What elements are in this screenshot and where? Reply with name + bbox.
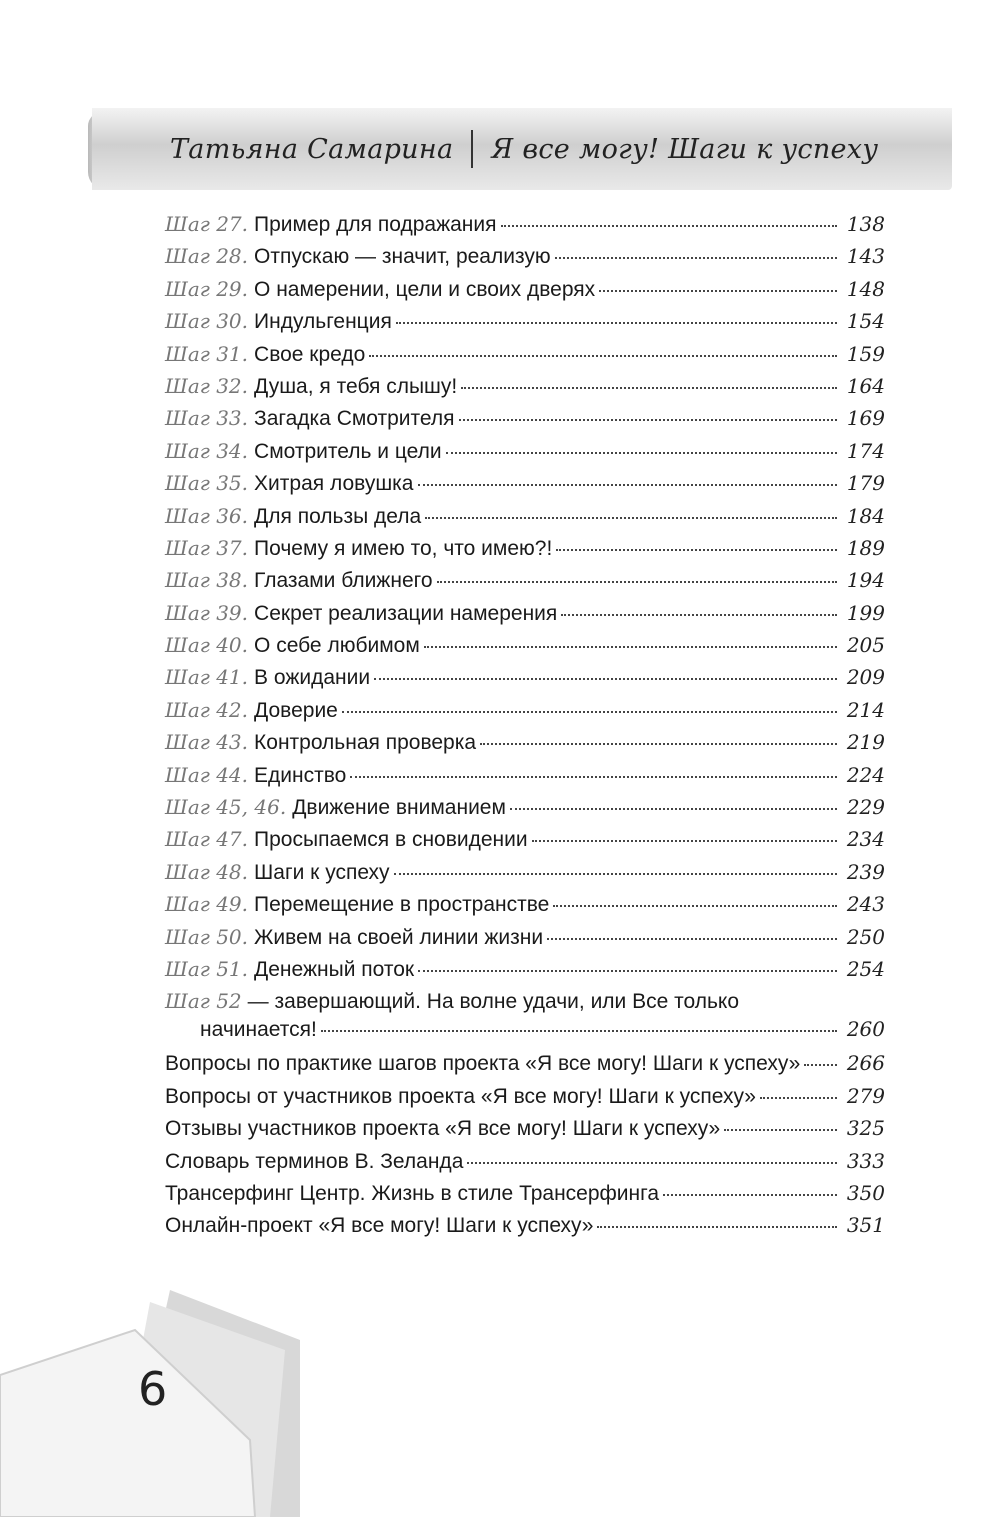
header-author: Татьяна Самарина <box>170 133 454 165</box>
toc-row <box>165 309 885 341</box>
toc-page: 174 <box>846 438 885 463</box>
toc-step: Шаг 37. <box>165 535 249 560</box>
toc-title: Вопросы от участников проекта «Я все могу! Шаги к успеху» <box>165 1084 756 1108</box>
toc-title: В ожидании <box>254 666 371 690</box>
toc-title: Свое кредо <box>254 342 366 366</box>
toc-leader-dots <box>599 290 837 292</box>
toc-leader-dots <box>461 387 837 389</box>
toc-page: 214 <box>846 697 885 722</box>
toc-leader-dots <box>396 322 837 324</box>
toc-row <box>165 342 885 374</box>
toc-step: Шаг 51. <box>165 956 249 981</box>
toc-leader-dots <box>350 776 837 778</box>
toc-leader-dots <box>480 743 837 745</box>
toc-step: Шаг 33. <box>165 406 249 431</box>
toc-step: Шаг 45, 46. <box>165 795 287 820</box>
toc-page: 205 <box>846 633 885 658</box>
toc-title: Секрет реализации намерения <box>254 601 558 625</box>
toc-page: 199 <box>846 600 885 625</box>
toc-leader-dots <box>556 549 837 551</box>
toc-row <box>165 1017 885 1051</box>
toc-page: 350 <box>846 1180 885 1205</box>
toc-title: Смотритель и цели <box>254 439 442 463</box>
toc-page: 219 <box>846 730 885 755</box>
toc-row <box>165 730 885 762</box>
toc-step: Шаг 44. <box>165 762 249 787</box>
toc-page: 159 <box>846 341 885 366</box>
toc-step: Шаг 28. <box>165 244 249 269</box>
toc-page: 279 <box>846 1083 885 1108</box>
toc-leader-dots <box>724 1129 837 1131</box>
toc-step: Шаг 41. <box>165 665 249 690</box>
toc-page: 234 <box>846 827 885 852</box>
toc-leader-dots <box>597 1226 837 1228</box>
toc-leader-dots <box>532 840 837 842</box>
toc-row <box>165 665 885 697</box>
table-of-contents <box>165 212 885 1246</box>
toc-row <box>165 989 885 1017</box>
toc-title: Вопросы по практике шагов проекта «Я все могу! Шаги к успеху» <box>165 1052 801 1076</box>
toc-leader-dots <box>553 905 837 907</box>
toc-title: Хитрая ловушка <box>254 472 414 496</box>
toc-step: Шаг 39. <box>165 600 249 625</box>
toc-row <box>165 892 885 924</box>
toc-title: Перемещение в пространстве <box>254 893 550 917</box>
toc-title: Движение вниманием <box>292 796 506 820</box>
toc-page: 333 <box>846 1148 885 1173</box>
toc-title: О намерении, цели и своих дверях <box>254 277 596 301</box>
toc-title: Просыпаемся в сновидении <box>254 828 528 852</box>
toc-leader-dots <box>663 1194 837 1196</box>
toc-row <box>165 212 885 244</box>
toc-row <box>165 244 885 276</box>
toc-row <box>165 439 885 471</box>
toc-step: Шаг 31. <box>165 341 249 366</box>
header-book-title: Я все могу! Шаги к успеху <box>491 133 879 165</box>
toc-page: 224 <box>846 762 885 787</box>
toc-page: 143 <box>846 244 885 269</box>
toc-title: Единство <box>254 763 347 787</box>
toc-row <box>165 568 885 600</box>
toc-row <box>165 1149 885 1181</box>
toc-row <box>165 1084 885 1116</box>
toc-leader-dots <box>446 452 837 454</box>
toc-title: — завершающий. На волне удачи, или Все только <box>247 990 740 1014</box>
toc-page: 250 <box>846 924 885 949</box>
toc-row <box>165 633 885 665</box>
toc-leader-dots <box>760 1097 837 1099</box>
toc-title: Отзывы участников проекта «Я все могу! Шаги к успеху» <box>165 1117 721 1141</box>
toc-leader-dots <box>510 808 837 810</box>
toc-title: Словарь терминов В. Зеланда <box>165 1149 464 1173</box>
toc-leader-dots <box>501 225 837 227</box>
toc-page: 194 <box>846 568 885 593</box>
toc-title: Денежный поток <box>254 957 415 981</box>
toc-page: 184 <box>846 503 885 528</box>
toc-step: Шаг 43. <box>165 730 249 755</box>
toc-step: Шаг 49. <box>165 892 249 917</box>
toc-title: Онлайн-проект «Я все могу! Шаги к успеху» <box>165 1214 594 1238</box>
toc-page: 148 <box>846 276 885 301</box>
toc-step: Шаг 29. <box>165 276 249 301</box>
toc-leader-dots <box>804 1064 837 1066</box>
toc-leader-dots <box>418 484 838 486</box>
toc-title: Доверие <box>254 698 338 722</box>
toc-row <box>165 1051 885 1083</box>
toc-row <box>165 601 885 633</box>
toc-page: 138 <box>846 212 885 236</box>
toc-title: Душа, я тебя слышу! <box>254 374 458 398</box>
toc-leader-dots <box>321 1030 837 1032</box>
toc-page: 325 <box>846 1116 885 1141</box>
toc-leader-dots <box>459 419 837 421</box>
toc-page: 266 <box>846 1051 885 1076</box>
toc-title: Индульгенция <box>254 310 392 334</box>
toc-row <box>165 795 885 827</box>
toc-leader-dots <box>342 711 837 713</box>
toc-leader-dots <box>467 1162 837 1164</box>
toc-page: 260 <box>846 1017 885 1042</box>
toc-title: Контрольная проверка <box>254 731 477 755</box>
toc-title: Отпускаю — значит, реализую <box>254 245 551 269</box>
toc-row <box>165 925 885 957</box>
toc-leader-dots <box>369 355 837 357</box>
toc-step: Шаг 30. <box>165 309 249 334</box>
toc-leader-dots <box>418 970 837 972</box>
toc-title: Для пользы дела <box>254 504 422 528</box>
toc-title: О себе любимом <box>254 634 420 658</box>
toc-title: Почему я имею то, что имею?! <box>254 536 553 560</box>
toc-title: Пример для подражания <box>254 213 497 236</box>
toc-page: 254 <box>846 956 885 981</box>
toc-leader-dots <box>394 873 837 875</box>
toc-row <box>165 763 885 795</box>
toc-page: 229 <box>846 795 885 820</box>
toc-page: 154 <box>846 309 885 334</box>
toc-row <box>165 471 885 503</box>
toc-step: Шаг 47. <box>165 827 249 852</box>
toc-leader-dots <box>425 517 837 519</box>
toc-step: Шаг 35. <box>165 471 249 496</box>
toc-step: Шаг 52 <box>165 989 242 1014</box>
toc-leader-dots <box>547 938 837 940</box>
toc-title-continued: начинается! <box>200 1018 317 1042</box>
toc-page: 351 <box>846 1213 885 1238</box>
toc-page: 189 <box>846 535 885 560</box>
toc-row <box>165 277 885 309</box>
toc-page: 169 <box>846 406 885 431</box>
toc-page: 209 <box>846 665 885 690</box>
toc-leader-dots <box>374 678 837 680</box>
toc-row <box>165 536 885 568</box>
toc-step: Шаг 36. <box>165 503 249 528</box>
toc-title: Шаги к успеху <box>254 860 390 884</box>
header-separator <box>471 130 473 168</box>
running-header <box>170 124 878 174</box>
toc-step: Шаг 50. <box>165 924 249 949</box>
toc-row <box>165 1181 885 1213</box>
toc-step: Шаг 32. <box>165 373 249 398</box>
toc-title: Глазами ближнего <box>254 569 433 593</box>
toc-row <box>165 1213 885 1245</box>
toc-row <box>165 698 885 730</box>
toc-leader-dots <box>437 581 837 583</box>
toc-row <box>165 957 885 989</box>
toc-leader-dots <box>555 257 837 259</box>
toc-row <box>165 860 885 892</box>
toc-step: Шаг 42. <box>165 697 249 722</box>
toc-row <box>165 504 885 536</box>
toc-step: Шаг 34. <box>165 438 249 463</box>
toc-title: Живем на своей линии жизни <box>254 925 544 949</box>
page-number: 6 <box>138 1362 168 1416</box>
toc-step: Шаг 48. <box>165 859 249 884</box>
toc-leader-dots <box>561 614 837 616</box>
toc-step: Шаг 40. <box>165 633 249 658</box>
toc-page: 179 <box>846 471 885 496</box>
toc-page: 239 <box>846 859 885 884</box>
toc-row <box>165 374 885 406</box>
toc-page: 243 <box>846 892 885 917</box>
toc-step: Шаг 27. <box>165 212 249 236</box>
toc-row <box>165 1116 885 1148</box>
toc-leader-dots <box>424 646 837 648</box>
toc-row <box>165 406 885 438</box>
toc-page: 164 <box>846 373 885 398</box>
toc-title: Загадка Смотрителя <box>254 407 455 431</box>
toc-row <box>165 827 885 859</box>
toc-step: Шаг 38. <box>165 568 249 593</box>
toc-title: Трансерфинг Центр. Жизнь в стиле Трансерфинга <box>165 1181 660 1205</box>
